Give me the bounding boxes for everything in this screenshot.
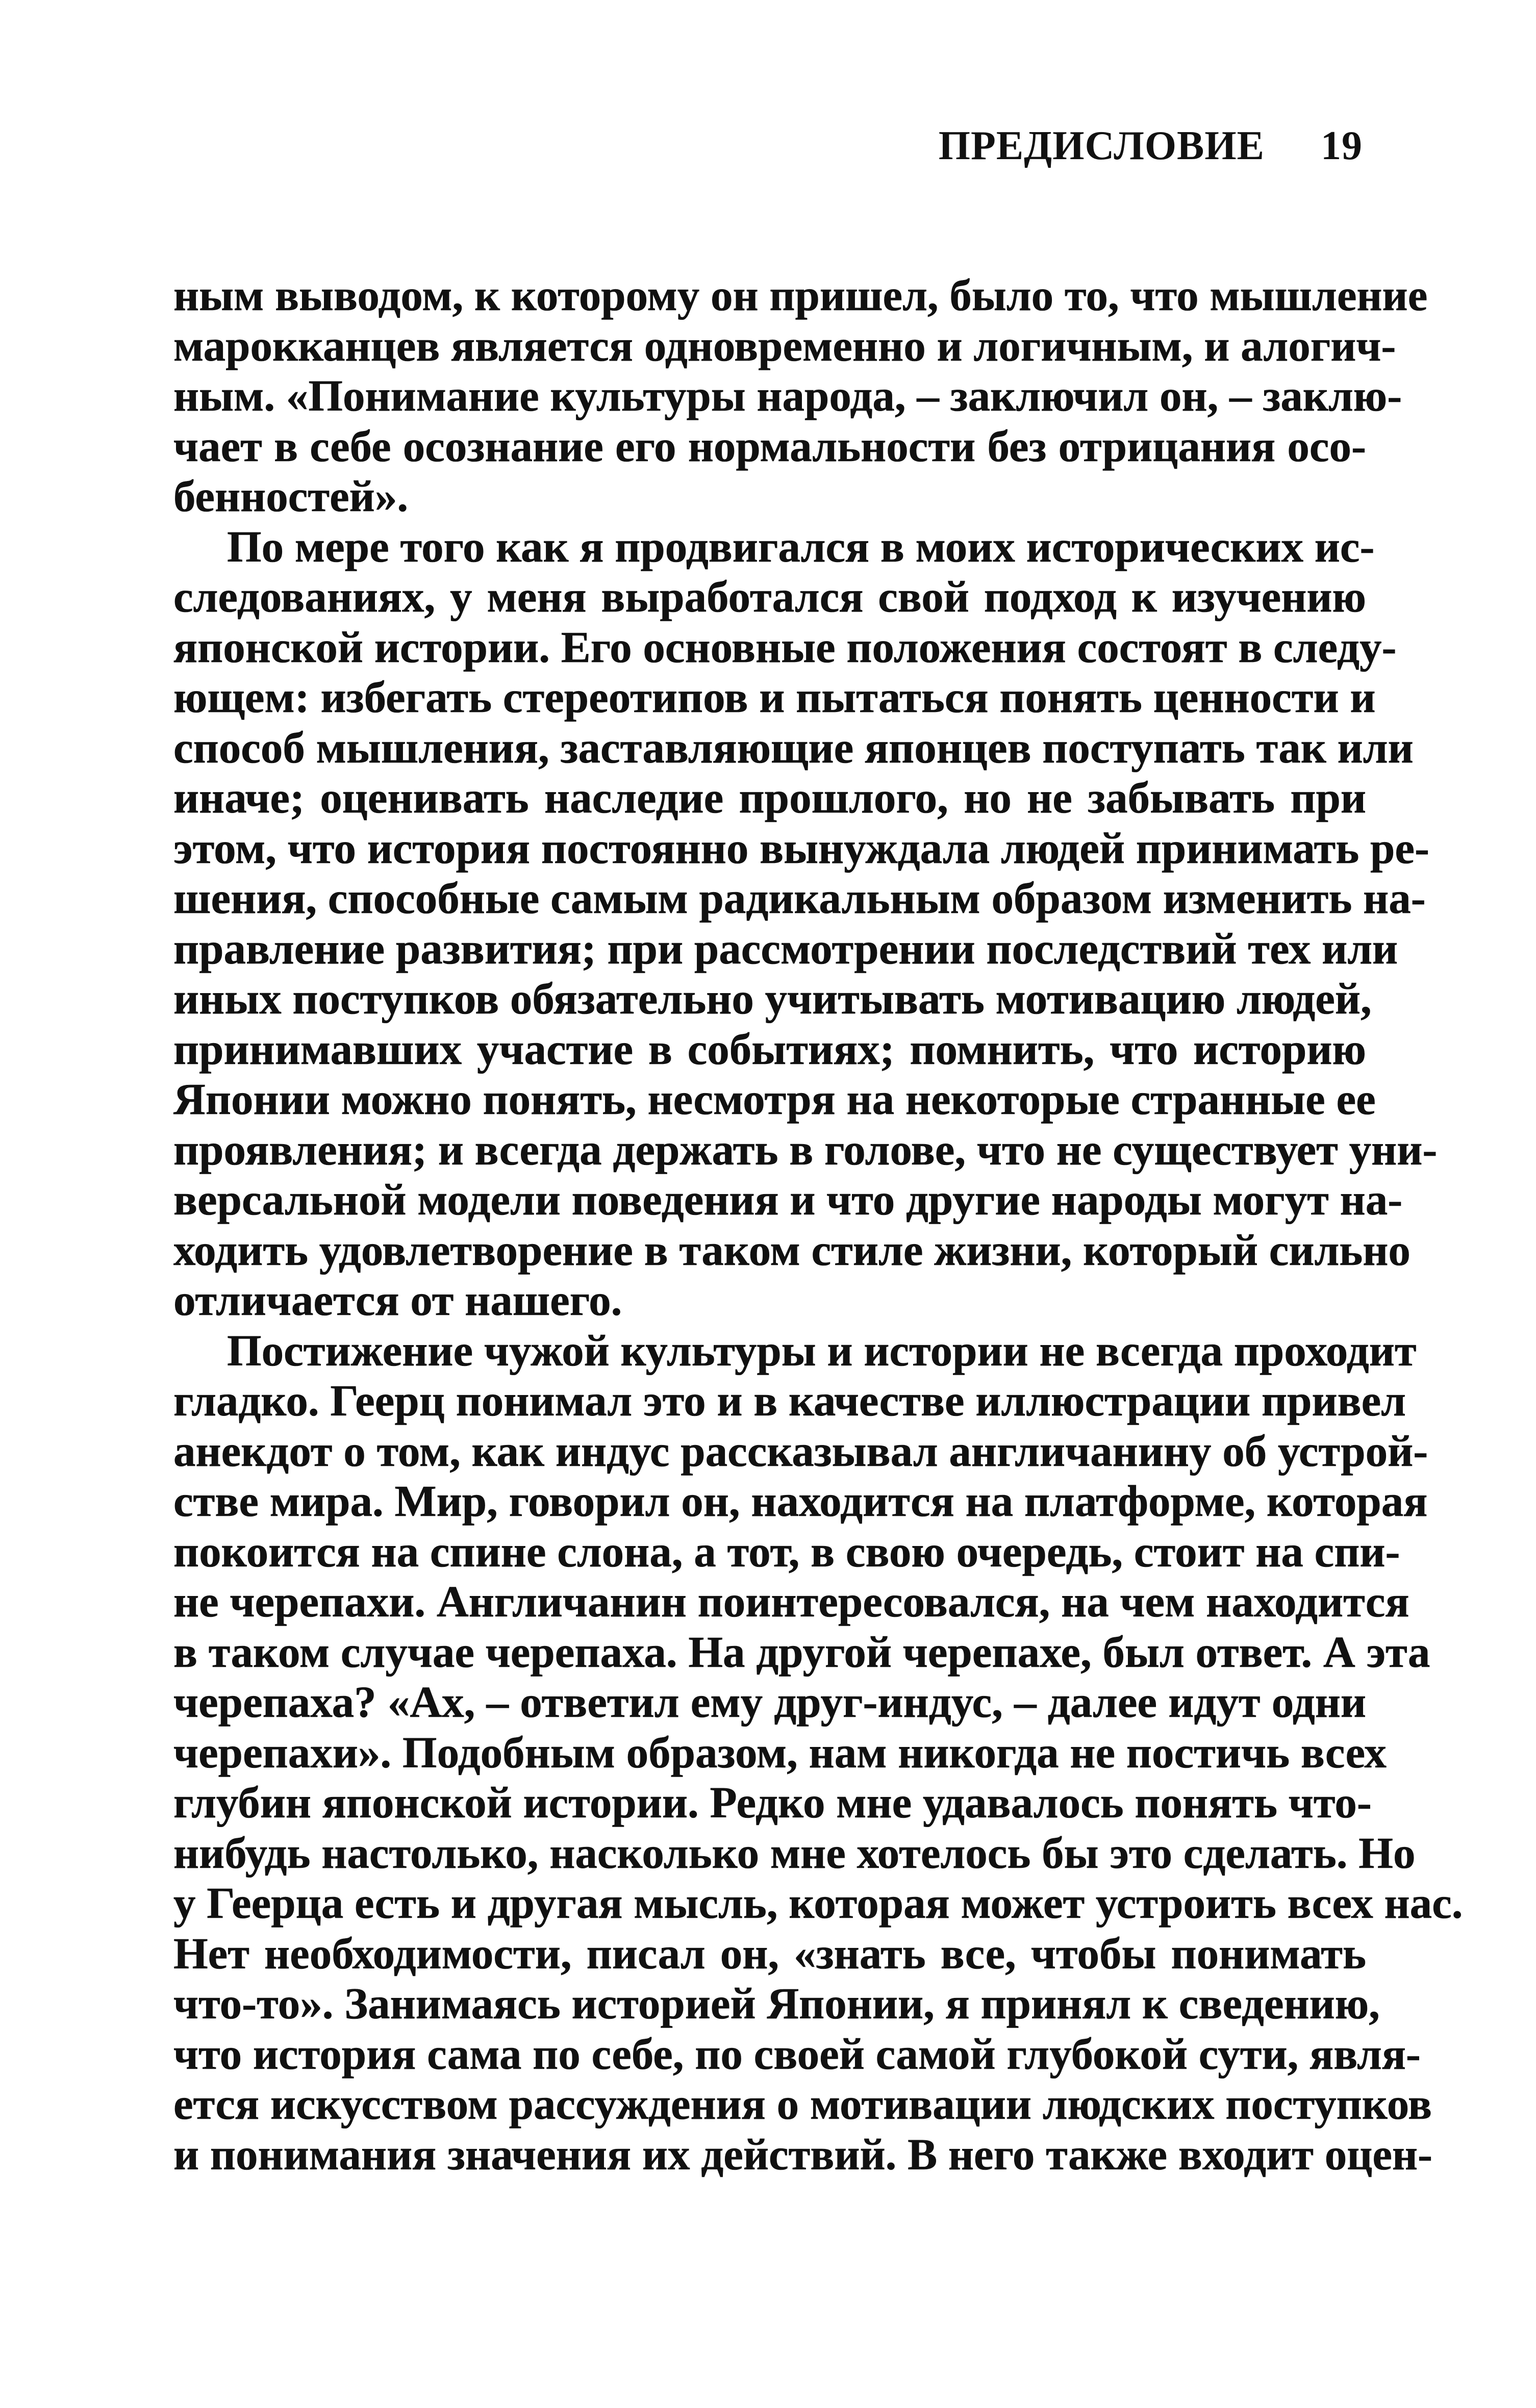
text-line: бенностей». <box>173 471 409 521</box>
text-line: принимавших участие в событиях; помнить, что историю <box>173 1024 1366 1074</box>
text-line: анекдот о том, как индус рассказывал англичанину об устрой- <box>173 1426 1428 1476</box>
section-title: ПРЕДИСЛОВИЕ <box>938 123 1265 168</box>
text-line: отличается от нашего. <box>173 1275 622 1325</box>
text-line: По мере того как я продвигался в моих исторических ис- <box>227 521 1375 571</box>
text-line: ходить удовлетворение в таком стиле жизни, который сильно <box>173 1225 1411 1275</box>
text-line: гладко. Геерц понимал это и в качестве иллюстрации привел <box>173 1376 1406 1425</box>
text-line: покоится на спине слона, а тот, в свою очередь, стоит на спи- <box>173 1526 1400 1576</box>
paragraph <box>173 521 1438 1326</box>
text-line: глубин японской истории. Редко мне удавалось понять что- <box>173 1778 1372 1827</box>
body-text <box>173 270 1463 2179</box>
text-line: Постижение чужой культуры и истории не всегда проходит <box>227 1325 1417 1375</box>
text-line: что история сама по себе, по своей самой глубокой сути, явля- <box>173 2029 1421 2079</box>
text-line: следованиях, у меня выработался свой подход к изучению <box>173 572 1366 621</box>
page-number: 19 <box>1321 123 1363 168</box>
text-line: черепаха? «Ах, – ответил ему друг-индус, – далее идут одни <box>173 1677 1366 1727</box>
text-line: у Геерца есть и другая мысль, которая может устроить всех нас. <box>173 1878 1463 1928</box>
text-line: и понимания значения их действий. В него также входит оцен- <box>173 2129 1433 2179</box>
text-line: стве мира. Мир, говорил он, находится на платформе, которая <box>173 1476 1428 1526</box>
text-line: иначе; оценивать наследие прошлого, но не забывать при <box>173 773 1366 822</box>
text-line: этом, что история постоянно вынуждала людей принимать ре- <box>173 823 1429 873</box>
text-line: японской истории. Его основные положения состоят в следу- <box>173 622 1397 672</box>
running-head <box>939 125 1363 166</box>
text-line: версальной модели поведения и что другие народы могут на- <box>173 1175 1403 1224</box>
text-line: правление развития; при рассмотрении последствий тех или <box>173 923 1398 973</box>
text-line: Японии можно понять, несмотря на некоторые странные ее <box>173 1074 1376 1124</box>
text-line: способ мышления, заставляющие японцев поступать так или <box>173 722 1414 772</box>
text-line: в таком случае черепаха. На другой черепахе, был ответ. А эта <box>173 1627 1430 1677</box>
text-line: что-то». Занимаясь историей Японии, я принял к сведению, <box>173 1979 1380 2028</box>
text-line: чает в себе осознание его нормальности без отрицания осо- <box>173 421 1366 471</box>
text-line: иных поступков обязательно учитывать мотивацию людей, <box>173 974 1372 1023</box>
text-line: ется искусством рассуждения о мотивации людских поступков <box>173 2079 1432 2128</box>
text-line: черепахи». Подобным образом, нам никогда не постичь всех <box>173 1727 1387 1777</box>
text-line: марокканцев является одновременно и логичным, и алогич- <box>173 320 1396 370</box>
text-line: ющем: избегать стереотипов и пытаться понять ценности и <box>173 672 1376 722</box>
text-line: ным. «Понимание культуры народа, – заключил он, – заклю- <box>173 371 1402 420</box>
text-line: проявления; и всегда держать в голове, что не существует уни- <box>173 1124 1438 1174</box>
text-line: Нет необходимости, писал он, «знать все, чтобы понимать <box>173 1928 1366 1978</box>
paragraph <box>173 1325 1463 2180</box>
text-line: ным выводом, к которому он пришел, было то, что мышление <box>173 270 1428 320</box>
text-line: не черепахи. Англичанин поинтересовался, на чем находится <box>173 1577 1409 1626</box>
paragraph <box>173 270 1428 522</box>
text-line: нибудь настолько, насколько мне хотелось бы это сделать. Но <box>173 1828 1416 1878</box>
text-line: шения, способные самым радикальным образом изменить на- <box>173 873 1426 923</box>
